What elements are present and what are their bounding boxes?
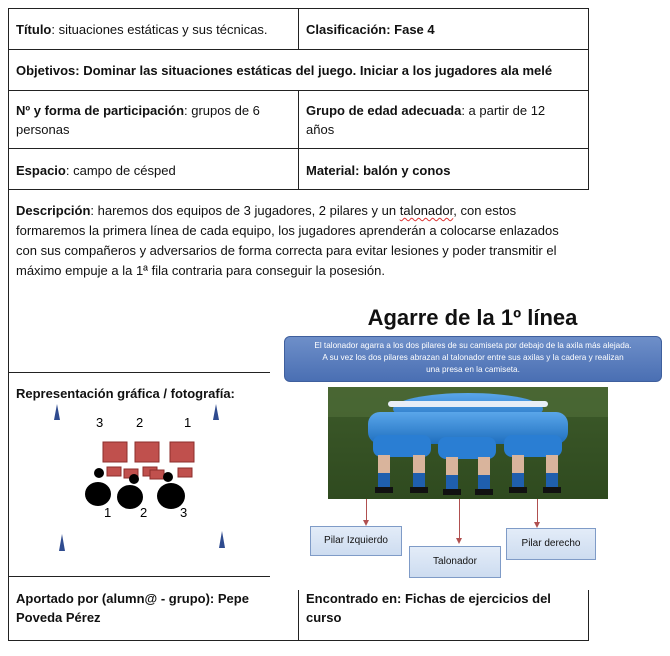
espacio-value: : campo de césped [65, 163, 176, 178]
descripcion-label: Descripción [16, 203, 91, 218]
titulo-label: Título [16, 22, 52, 37]
encontrado-cell [306, 589, 551, 627]
titulo-cell [16, 20, 267, 39]
descripcion-cell [16, 201, 582, 281]
player-box [170, 442, 194, 462]
descripcion-line-1: Descripción: haremos dos equipos de 3 jugadores, 2 pilares y un talonador, con estos [16, 203, 517, 218]
descripcion-line-2: formaremos la primera línea de cada equipo, los jugadores aprenderán a colocarse enlazados [16, 223, 559, 238]
player-body [85, 482, 111, 506]
arrowhead-icon [456, 538, 462, 544]
border-mid-r1 [298, 8, 299, 50]
border-row6 [8, 576, 270, 577]
material-value: : balón y conos [355, 163, 451, 178]
espacio-cell [16, 161, 176, 180]
edad-cell [306, 101, 545, 139]
descripcion-line-4: máximo empuje a la 1ª fila contraria para conseguir la posesión. [16, 263, 386, 278]
slide-title: Agarre de la 1º línea [367, 305, 578, 330]
edad-value: : a partir de 12 [461, 103, 546, 118]
border-row5 [8, 372, 270, 373]
edad-value-2: años [306, 122, 335, 137]
edad-label: Grupo de edad adecuada [306, 103, 462, 118]
bottom-number-3: 3 [180, 505, 188, 520]
player-head [129, 474, 139, 484]
pilar-derecho-box: Pilar derecho [506, 528, 596, 560]
talonador-word: talonador [399, 203, 454, 218]
border-right-top [588, 8, 589, 190]
top-number-1: 1 [184, 415, 192, 430]
talonador-box: Talonador [409, 546, 501, 578]
representacion-label: Representación gráfica / fotografía: [16, 386, 235, 401]
player-small-box [107, 467, 121, 476]
aportado-line-2: Poveda Pérez [16, 610, 101, 625]
bottom-number-2: 2 [140, 505, 148, 520]
participacion-value: : grupos de 6 [184, 103, 260, 118]
clasificacion-label: Clasificación [306, 22, 387, 37]
top-number-3: 3 [96, 415, 104, 430]
player-head [94, 468, 104, 478]
aportado-cell [16, 589, 249, 627]
objetivos-value: : Dominar las situaciones estáticas del juego. Iniciar a los jugadores ala melé [75, 63, 553, 78]
material-cell [306, 161, 450, 180]
participacion-label: Nº y forma de participación [16, 103, 185, 118]
player-small-box [178, 468, 192, 477]
bottom-number-1: 1 [104, 505, 112, 520]
clasificacion-cell [306, 20, 435, 39]
border-left [8, 8, 9, 641]
clasificacion-value: : Fase 4 [386, 22, 435, 37]
player-box [103, 442, 127, 462]
scrum-diagram [40, 398, 250, 558]
pilar-izquierdo-box: Pilar Izquierdo [310, 526, 402, 556]
encontrado-line-2: curso [306, 610, 342, 625]
top-number-2: 2 [136, 415, 144, 430]
player-head [163, 472, 173, 482]
cone-icon [219, 531, 225, 548]
participacion-value-2: personas [16, 122, 70, 137]
espacio-label: Espacio [16, 163, 66, 178]
aportado-line-1: Aportado por (alumn@ - grupo): Pepe [16, 591, 249, 606]
titulo-value: : situaciones estáticas y sus técnicas. [51, 22, 268, 37]
descripcion-line-3: con sus compañeros y adversarios de forma correcta para evitar lesiones y poder transmitir el [16, 243, 557, 258]
border-mid-r3 [298, 90, 299, 190]
cone-icon [59, 534, 65, 551]
material-label: Material [306, 163, 356, 178]
objetivos-label: Objetivos [16, 63, 76, 78]
cone-icon [54, 404, 60, 420]
arrow-pilar-derecho [537, 499, 538, 523]
cone-icon [213, 404, 219, 420]
arrow-talonador [459, 499, 460, 539]
slide-description-box: El talonador agarra a los dos pilares de su camiseta por debajo de la axila más alejada. A su vez los dos pilares abrazan al talonador entre sus axilas y la cadera y realizan una presa en la camiseta. [284, 336, 662, 382]
arrow-pilar-izquierdo [366, 499, 367, 521]
player-small-box [150, 470, 164, 479]
objetivos-cell [16, 61, 552, 80]
encontrado-line-1: Encontrado en: Fichas de ejercicios del [306, 591, 551, 606]
player-box [135, 442, 159, 462]
scrum-photo [328, 387, 608, 499]
border-mid-bottom [298, 590, 299, 641]
participacion-cell [16, 101, 260, 139]
border-right-bottom [588, 590, 589, 641]
